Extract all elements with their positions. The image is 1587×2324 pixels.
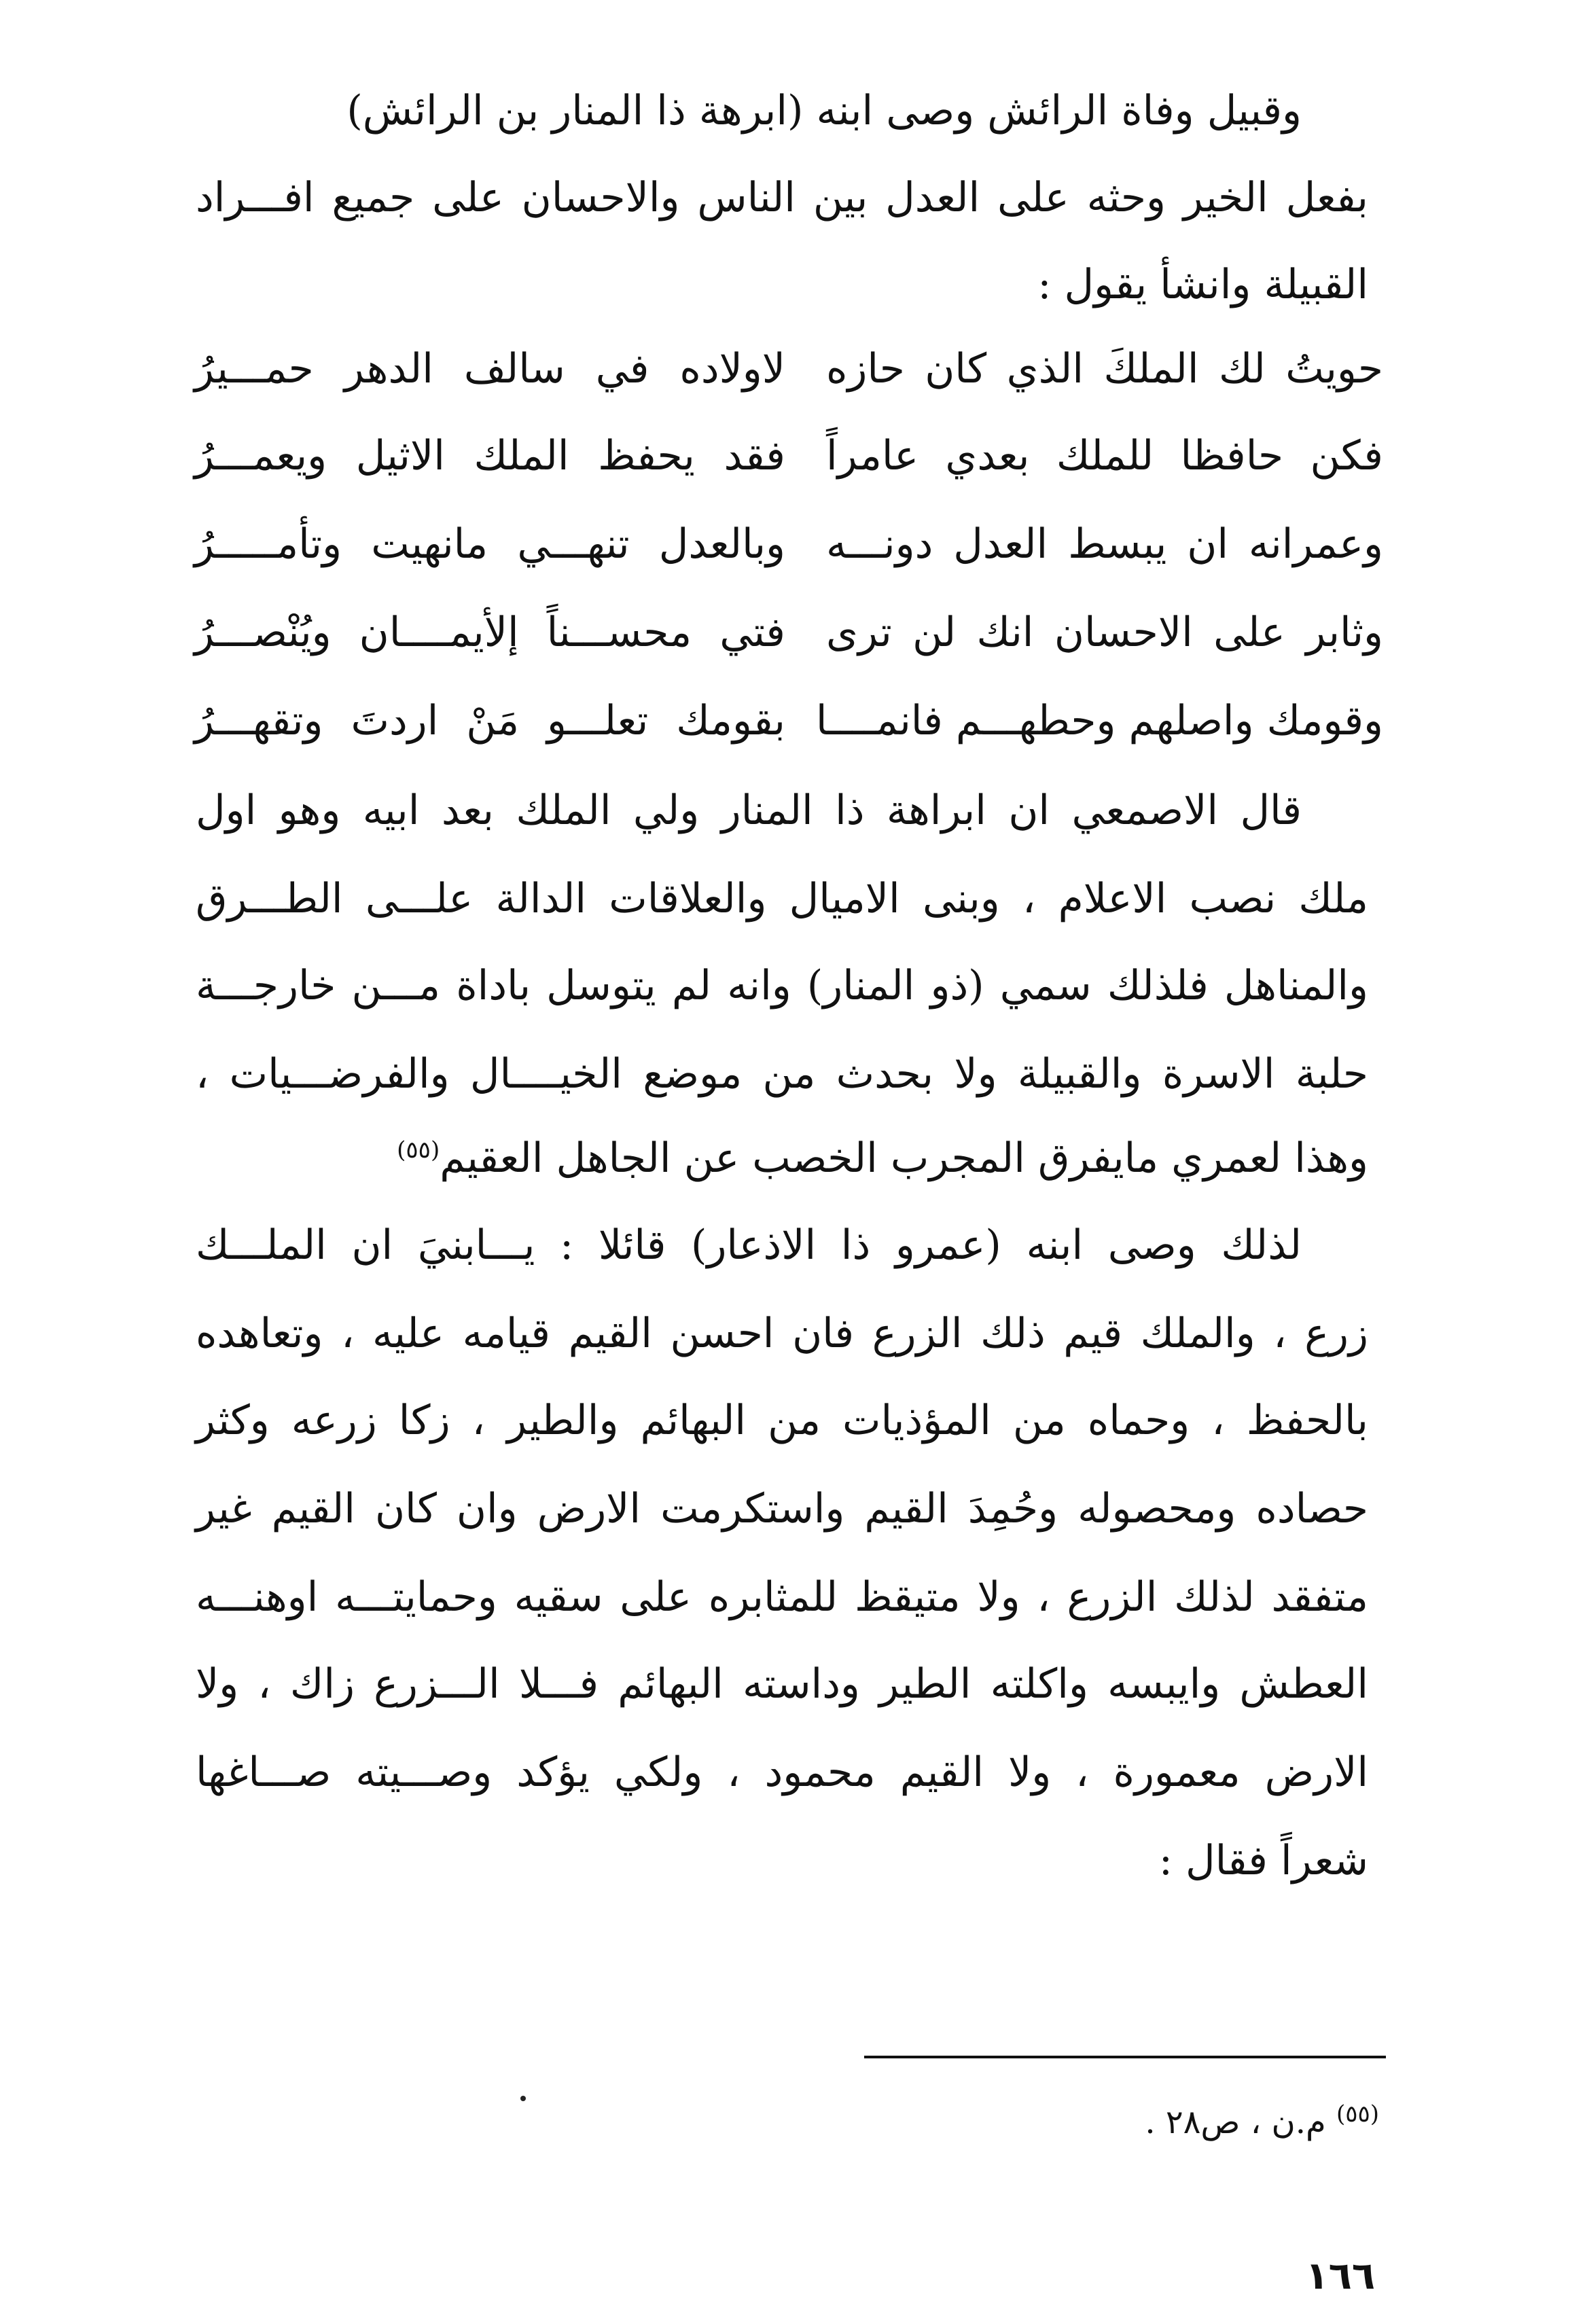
paragraph-2-line-1: قال الاصمعي ان ابراهة ذا المنار ولي الملك بعد ابيه وهو اول (196, 787, 1302, 834)
stray-dot (520, 2096, 526, 2101)
paragraph-3-line-8: شعراً فقال : (1158, 1837, 1368, 1884)
poem-1-verse-2-first-hemistich: فكن حافظا للملك بعدي عامراً (826, 432, 1383, 480)
paragraph-2-line-5 (196, 1136, 1368, 1181)
footnote-marker: (٥٥) (1336, 2100, 1379, 2128)
paragraph-2-line-4: حلبة الاسرة والقبيلة ولا بحدث من موضع الخيــــال والفرضـــيات ، (196, 1050, 1368, 1098)
paragraph-3-line-2: زرع ، والملك قيم ذلك الزرع فان احسن القيم قيامه عليه ، وتعاهده (196, 1310, 1368, 1357)
paragraph-3-line-6: العطش وايبسه واكلته الطير وداسته البهائم فـــلا الـــزرع زاك ، ولا (196, 1660, 1368, 1708)
footnote-reference-55: (٥٥) (397, 1137, 440, 1164)
paragraph-2-line-5-text: وهذا لعمري مايفرق المجرب الخصب عن الجاهل العقيم (440, 1134, 1368, 1182)
page-number: ١٦٦ (1305, 2254, 1375, 2298)
paragraph-3-line-4: حصاده ومحصوله وحُمِدَ القيم واستكرمت الارض وان كان القيم غير (196, 1485, 1368, 1533)
footnote (1145, 2100, 1379, 2141)
poem-1-verse-5-first-hemistich: وقومك واصلهم وحطهـــم فانمــــا (815, 697, 1383, 745)
poem-1-verse-1-second-hemistich: لاولاده في سالف الدهر حمـــيرُ (194, 345, 785, 393)
paragraph-1-line-3: القبيلة وانشأ يقول : (1037, 261, 1368, 308)
paragraph-3-line-5: متفقد لذلك الزرع ، ولا متيقظ للمثابره على سقيه وحمايتـــه اوهنـــه (196, 1573, 1368, 1621)
paragraph-3-line-7: الارض معمورة ، ولا القيم محمود ، ولكي يؤكد وصـــيته صـــاغها (196, 1749, 1368, 1796)
paragraph-2-line-3: والمناهل فلذلك سمي (ذو المنار) وانه لم يتوسل باداة مـــن خارجـــة (196, 962, 1368, 1009)
poem-1-verse-3-first-hemistich: وعمرانه ان يبسط العدل دونـــه (826, 520, 1383, 568)
paragraph-3-line-1: لذلك وصى ابنه (عمرو ذا الاذعار) قائلا : يـــابنيَ ان الملـــك (196, 1221, 1302, 1269)
footnote-separator (864, 2056, 1386, 2058)
paragraph-1-line-1: وقبيل وفاة الرائش وصى ابنه (ابرهة ذا المنار بن الرائش) (346, 87, 1302, 135)
poem-1-verse-2-second-hemistich: فقد يحفظ الملك الاثيل ويعمـــرُ (194, 432, 785, 480)
poem-1-verse-4-first-hemistich: وثابر على الاحسان انك لن ترى (826, 609, 1383, 656)
poem-1-verse-1-first-hemistich: حويتُ لك الملكَ الذي كان حازه (826, 345, 1383, 393)
paragraph-2-line-2: ملك نصب الاعلام ، وبنى الاميال والعلاقات الدالة علـــى الطـــرق (196, 875, 1368, 923)
poem-1-verse-3-second-hemistich: وبالعدل تنهـــي مانهيت وتأمـــــرُ (194, 520, 785, 568)
paragraph-1-line-2: بفعل الخير وحثه على العدل بين الناس والاحسان على جميع افـــراد (196, 174, 1368, 221)
poem-1-verse-4-second-hemistich: فتي محســـناً إلأيمــــان ويُنْصـــرُ (194, 609, 785, 656)
paragraph-3-line-3: بالحفظ ، وحماه من المؤذيات من البهائم والطير ، زكا زرعه وكثر (196, 1397, 1369, 1444)
footnote-text: م.ن ، ص٢٨ . (1145, 2103, 1326, 2141)
poem-1-verse-5-second-hemistich: بقومك تعلـــو مَنْ اردتَ وتقهـــرُ (194, 697, 785, 745)
